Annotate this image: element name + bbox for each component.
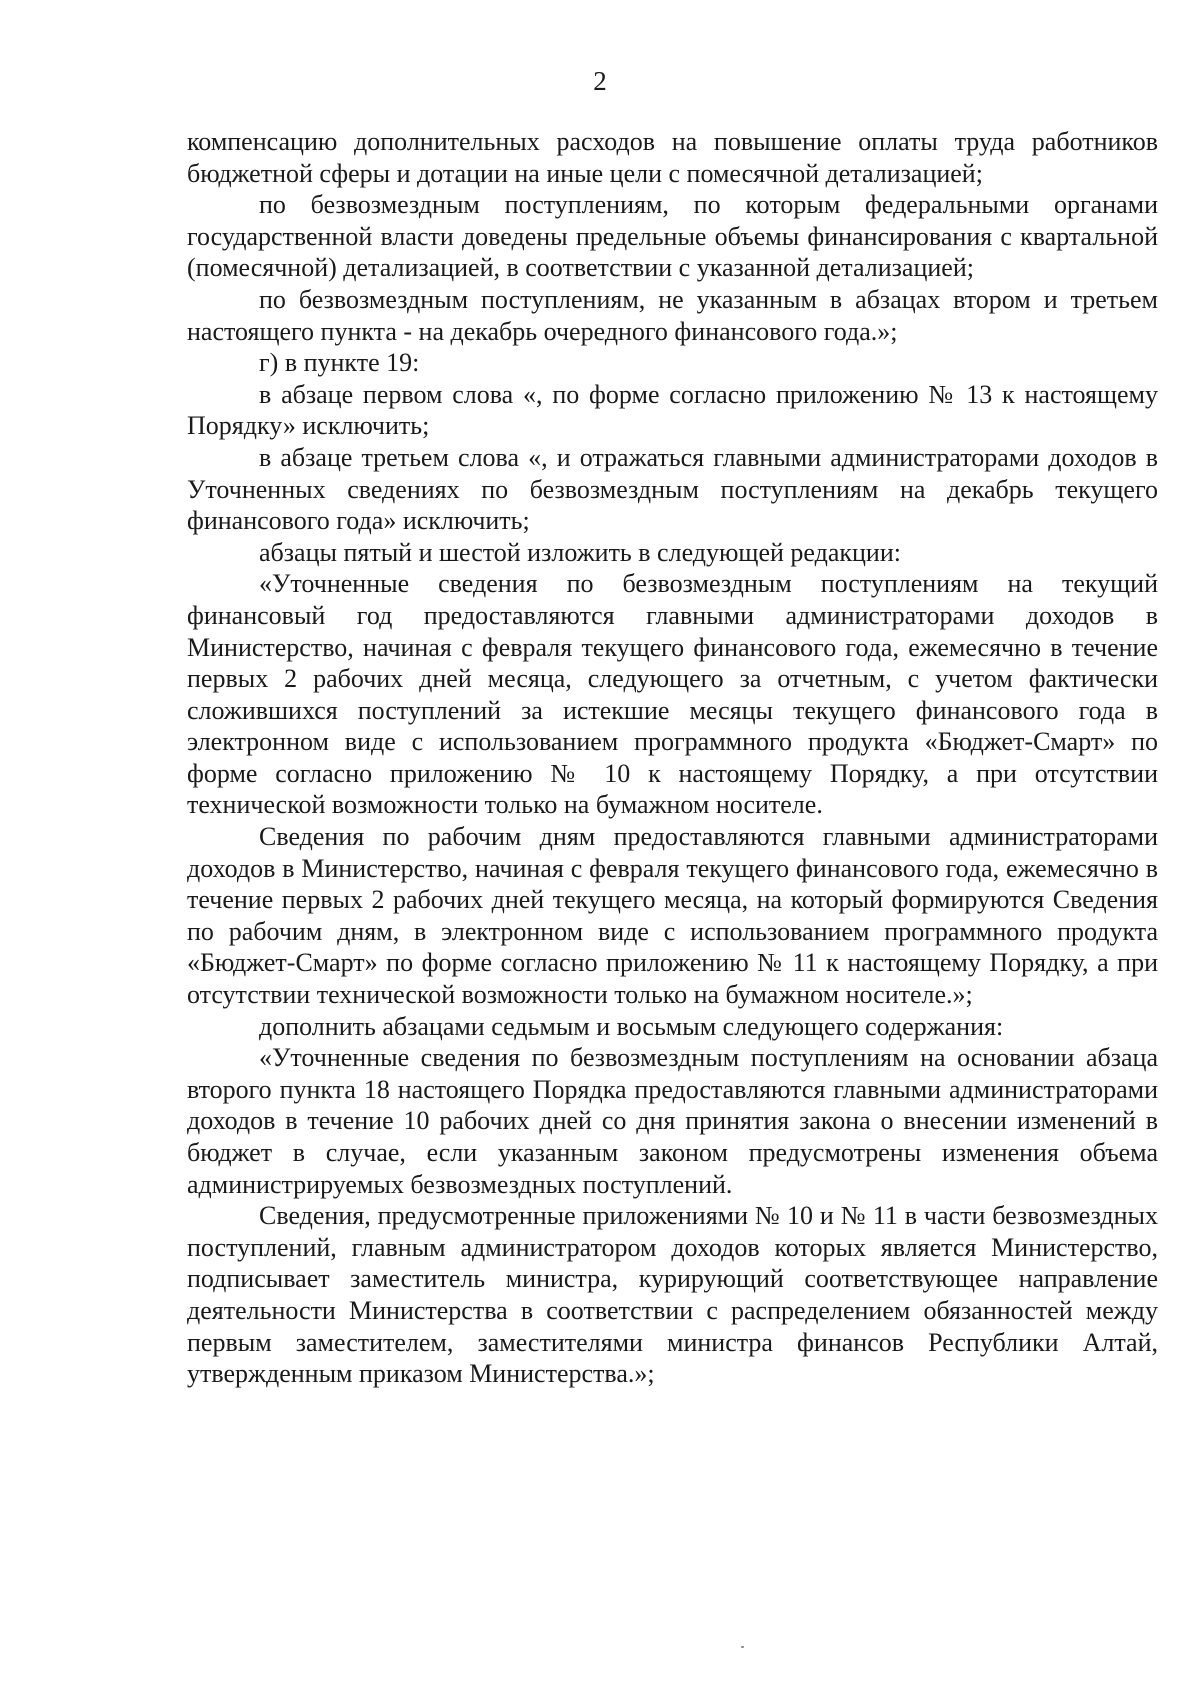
- scan-speck: [741, 1646, 744, 1648]
- paragraph: г) в пункте 19:: [259, 348, 420, 378]
- paragraph: по безвозмездным поступлениям, по которым федеральными органами государственной власти доведены предельные объемы финансирования с квартальной (помесячной) детализацией, в соответствии с указанной детализацией;: [187, 190, 1158, 283]
- paragraph: «Уточненные сведения по безвозмездным поступлениям на основании абзаца второго пункта 18 настоящего Порядка предоставляются главными администраторами доходов в течение 10 рабочих дней со дня принятия закона о внесении изменений в бюджет в случае, если указанным законом предусмотрены изменения объема администрируемых безвозмездных поступлений.: [187, 1043, 1158, 1199]
- page-number: 2: [593, 66, 607, 96]
- paragraph: компенсацию дополнительных расходов на повышение оплаты труда работников бюджетной сферы и дотации на иные цели с помесячной детализацией;: [187, 127, 1158, 188]
- paragraph: дополнить абзацами седьмым и восьмым следующего содержания:: [259, 1011, 1004, 1041]
- document-body: [187, 126, 1158, 1390]
- paragraph: абзацы пятый и шестой изложить в следующей редакции:: [259, 537, 901, 567]
- paragraph: «Уточненные сведения по безвозмездным поступлениям на текущий финансовый год предоставляются главными администраторами доходов в Министерство, начиная с февраля текущего финансового года, ежемесячно в течение первых 2 рабочих дней месяца, следующего за отчетным, с учетом фактически сложившихся поступлений за истекшие месяцы текущего финансового года в электронном виде с использованием программного продукта «Бюджет-Смарт» по форме согласно приложению № 10 к настоящему Порядку, а при отсутствии технической возможности только на бумажном носителе.: [187, 569, 1158, 820]
- paragraph: в абзаце третьем слова «, и отражаться главными администраторами доходов в Уточненных сведениях по безвозмездным поступлениям на декабрь текущего финансового года» исключить;: [187, 442, 1158, 536]
- paragraph: по безвозмездным поступлениям, не указанным в абзацах втором и третьем настоящего пункта - на декабрь очередного финансового года.»;: [187, 284, 1158, 346]
- paragraph: Сведения по рабочим дням предоставляются главными администраторами доходов в Министерство, начиная с февраля текущего финансового года, ежемесячно в течение первых 2 рабочих дней текущего месяца, на который формируются Сведения по рабочим дням, в электронном виде с использованием программного продукта «Бюджет-Смарт» по форме согласно приложению № 11 к настоящему Порядку, а при отсутствии технической возможности только на бумажном носителе.»;: [187, 822, 1158, 1010]
- paragraph: Сведения, предусмотренные приложениями № 10 и № 11 в части безвозмездных поступлений, главным администратором доходов которых является Министерство, подписывает заместитель министра, курирующий соответствующее направление деятельности Министерства в соответствии с распределением обязанностей между первым заместителем, заместителями министра финансов Республики Алтай, утвержденным приказом Министерства.»;: [187, 1201, 1158, 1389]
- paragraph: в абзаце первом слова «, по форме согласно приложению № 13 к настоящему Порядку» исключить;: [187, 379, 1158, 441]
